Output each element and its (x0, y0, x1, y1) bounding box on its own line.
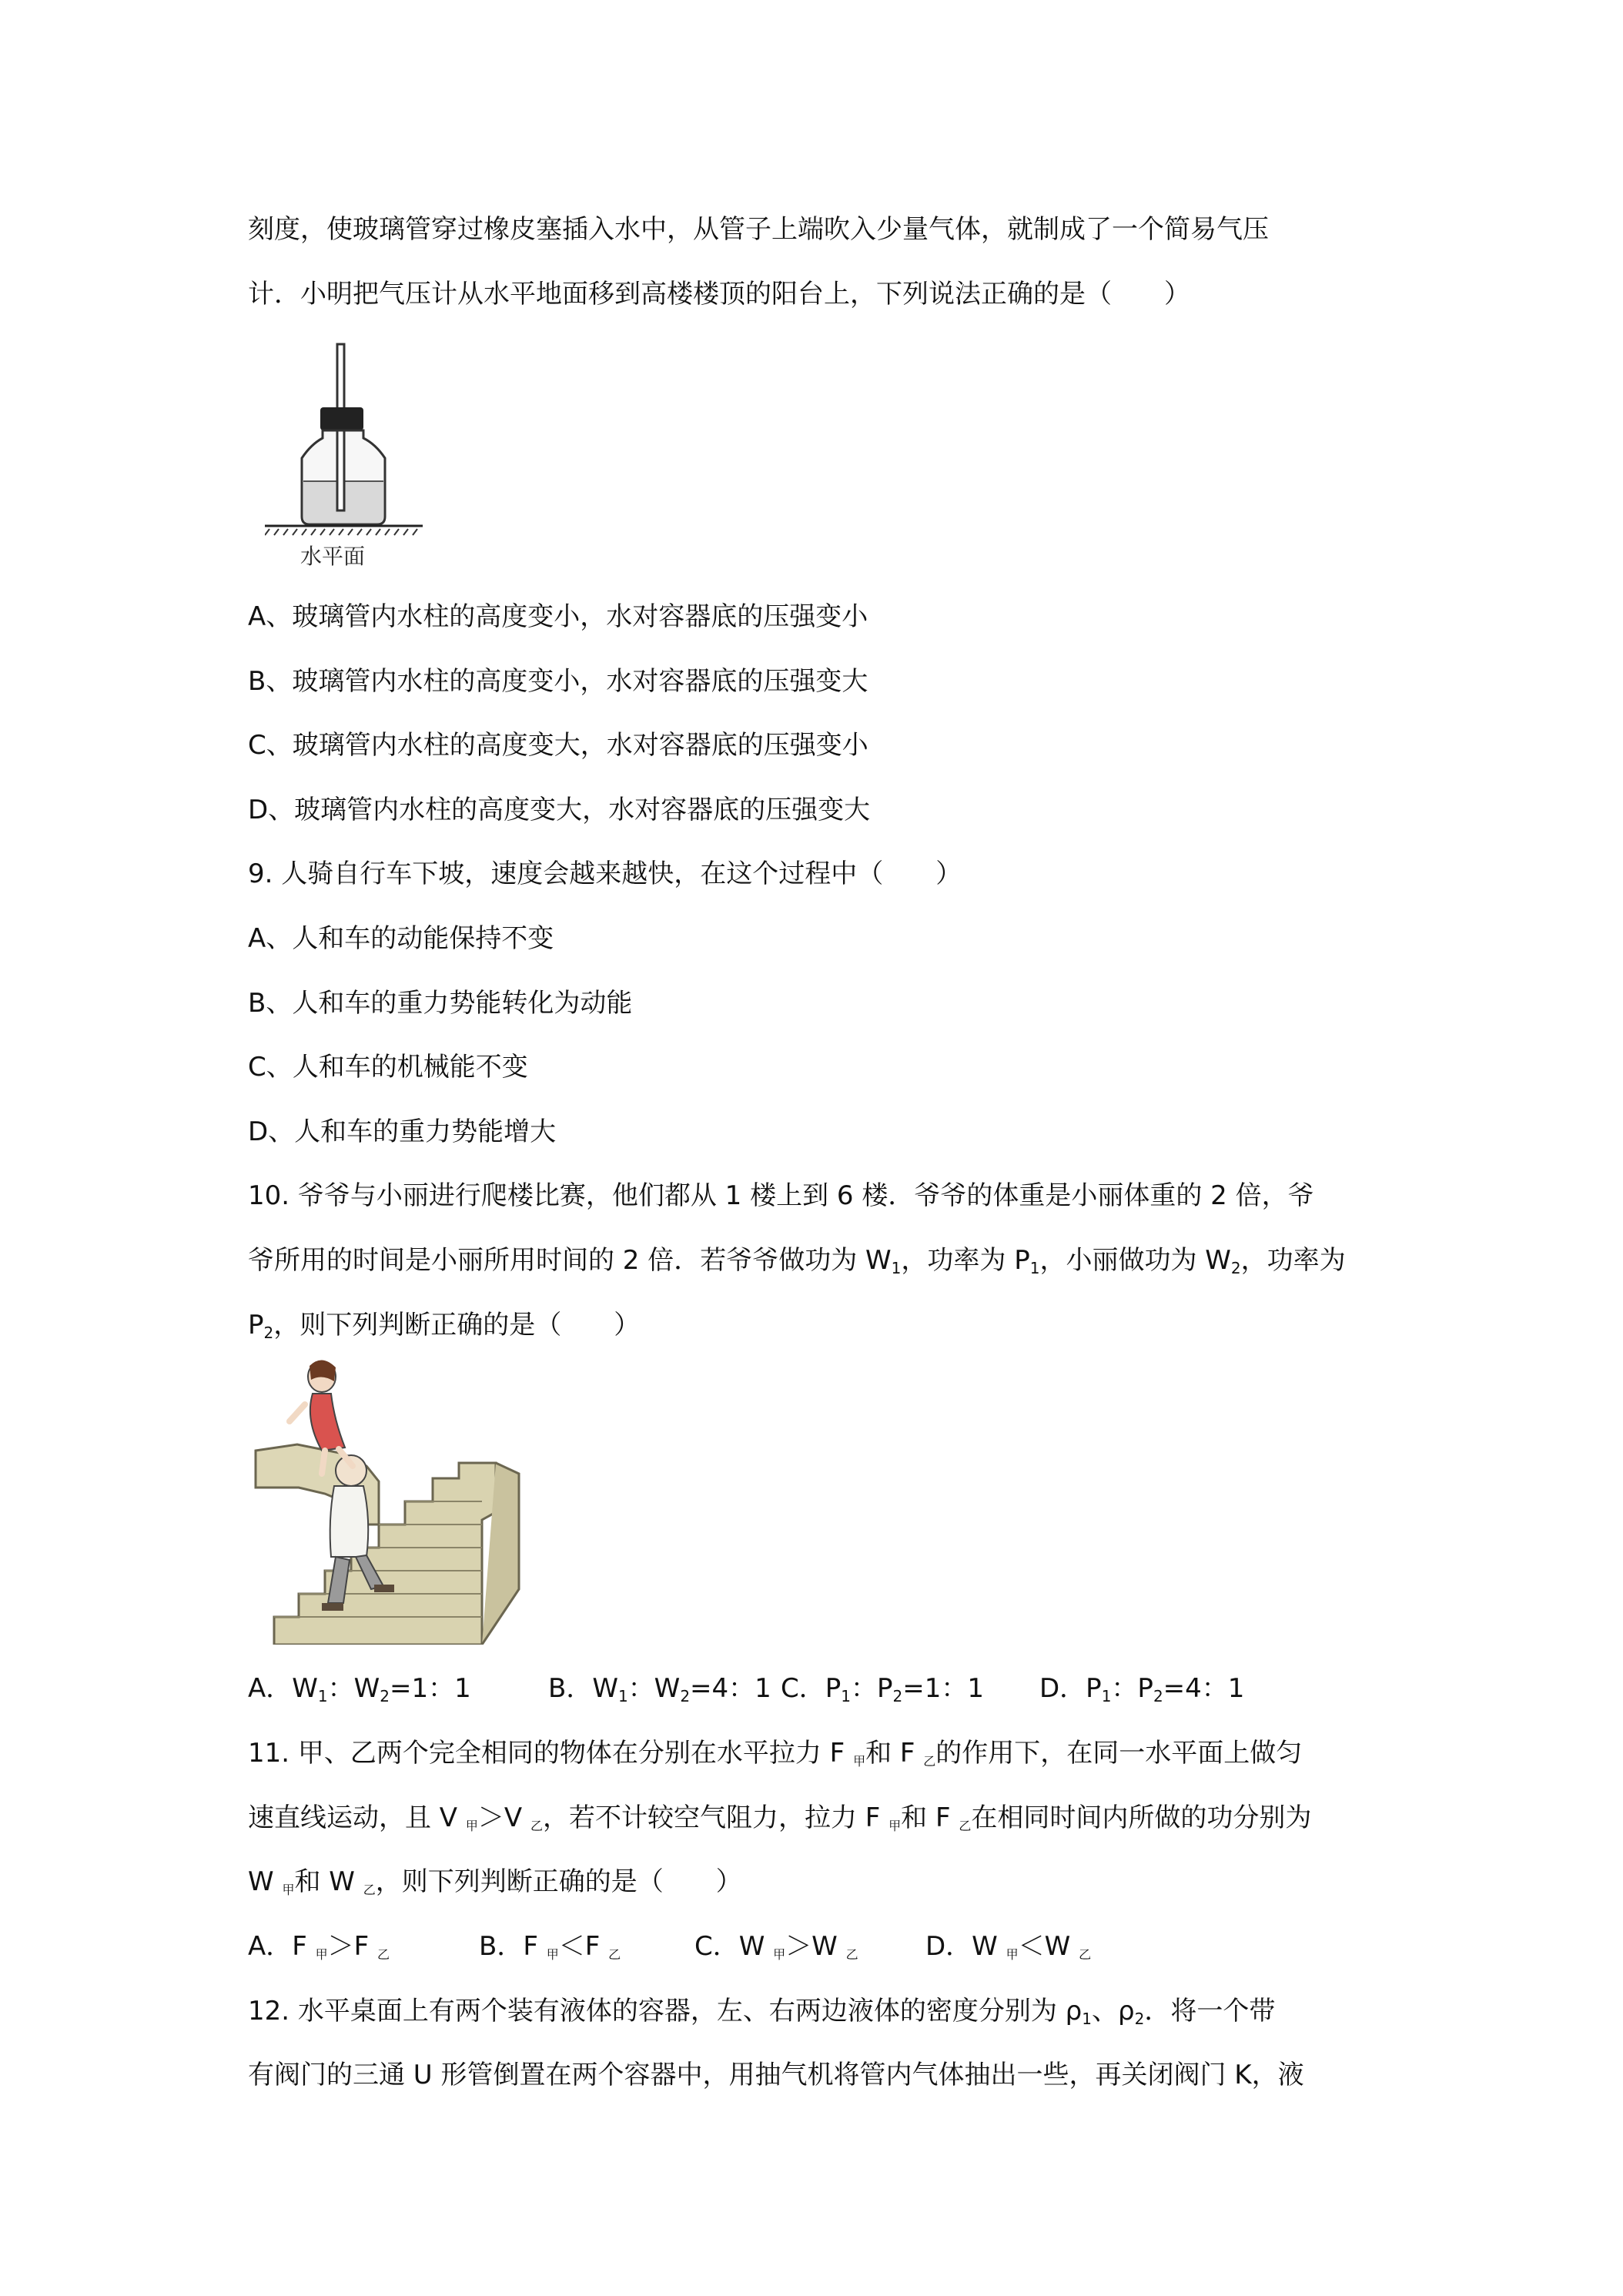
q8-line-1: 刻度，使玻璃管穿过橡皮塞插入水中，从管子上端吹入少量气体，就制成了一个简易气压 (248, 214, 1269, 245)
q9-option-d: D、人和车的重力势能增大 (248, 1116, 557, 1147)
q12-line-1: 12. 水平桌面上有两个装有液体的容器，左、右两边液体的密度分别为 $\rho_1$、$\rho_2$．将一个带 (248, 1996, 1276, 2028)
q11-option-a: A．F $_甲$＞F $_乙$ (248, 1931, 390, 1962)
q10-option-b: B．$W_1$：$W_2=4$：1 (548, 1673, 771, 1705)
q11-option-d: D．W $_甲$＜W $_乙$ (925, 1931, 1092, 1962)
q11-line-1: 11. 甲、乙两个完全相同的物体在分别在水平拉力 F $_甲$和 F $_乙$的作用下，在同一水平面上做匀 (248, 1738, 1303, 1769)
q12-line-2: 有阀门的三通 U 形管倒置在两个容器中，用抽气机将管内气体抽出一些，再关闭阀门 K，液 (248, 2060, 1304, 2090)
q8-option-b: B、玻璃管内水柱的高度变小，水对容器底的压强变大 (248, 666, 868, 697)
q8-option-c: C、玻璃管内水柱的高度变大，水对容器底的压强变小 (248, 730, 868, 761)
q10-options (248, 1672, 1326, 1705)
q11-line-2: 速直线运动，且 V $_甲$＞V $_乙$，若不计较空气阻力，拉力 F $_甲$和 F $_乙$在相同时间内所做的功分别为 (248, 1802, 1312, 1833)
q9-stem: 9. 人骑自行车下坡，速度会越来越快，在这个过程中（ ） (248, 858, 962, 889)
q10-option-c: C．$P_1$：$P_2=1$：1 (781, 1673, 984, 1705)
rubber-stopper (320, 407, 363, 430)
q8-option-a: A、玻璃管内水柱的高度变小，水对容器底的压强变小 (248, 601, 868, 632)
q11-option-b: B．F $_甲$＜F $_乙$ (479, 1931, 621, 1962)
q8-option-d: D、玻璃管内水柱的高度变大，水对容器底的压强变大 (248, 795, 871, 825)
q10-line-1: 10. 爷爷与小丽进行爬楼比赛，他们都从 1 楼上到 6 楼．爷爷的体重是小丽体重的 2 倍，爷 (248, 1180, 1314, 1211)
q9-option-c: C、人和车的机械能不变 (248, 1052, 528, 1083)
q11-options (248, 1930, 1326, 1963)
q11-line-3: W $_甲$和 W $_乙$，则下列判断正确的是（ ） (248, 1866, 742, 1897)
q10-line-3: $P_2$，则下列判断正确的是（ ） (248, 1310, 641, 1342)
q10-line-2: 爷所用的时间是小丽所用时间的 2 倍．若爷爷做功为 $W_1$，功率为 $P_1$，小丽做功为 $W_2$，功率为 (248, 1245, 1346, 1277)
q10-option-d: D．$P_1$：$P_2=4$：1 (1039, 1673, 1245, 1705)
stairs-climbing-figure (251, 1358, 527, 1645)
q9-option-b: B、人和车的重力势能转化为动能 (248, 988, 633, 1019)
q8-line-2: 计．小明把气压计从水平地面移到高楼楼顶的阳台上，下列说法正确的是（ ） (248, 279, 1190, 310)
q9-option-a: A、人和车的动能保持不变 (248, 923, 554, 954)
barometer-figure (265, 343, 427, 574)
figure-label: 水平面 (300, 544, 366, 569)
q10-option-a: A．$W_1$：$W_2=1$：1 (248, 1673, 471, 1705)
q11-option-c: C．W $_甲$＞W $_乙$ (694, 1931, 858, 1962)
